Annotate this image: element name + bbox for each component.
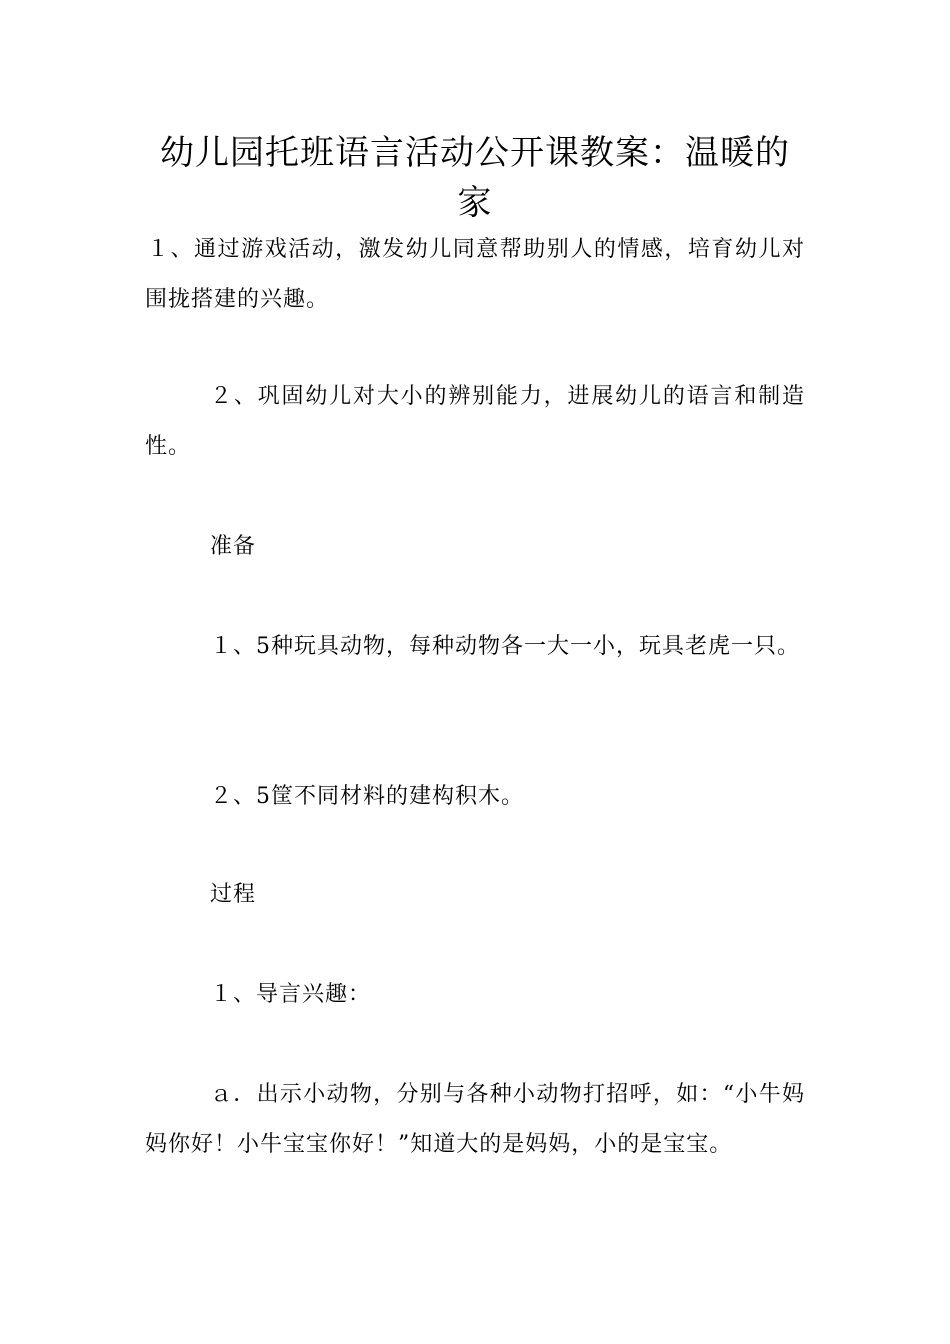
document-title: 幼儿园托班语言活动公开课教案：温暖的家: [160, 133, 790, 223]
preparation-heading: 准备: [210, 534, 257, 559]
preparation-item-2: ２、5筐不同材料的建构积木。: [210, 784, 524, 809]
process-heading: 过程: [210, 882, 257, 907]
objective-2-paragraph: ２、巩固幼儿对大小的辨别能力，进展幼儿的语言和制造性。: [145, 384, 805, 459]
objective-1-paragraph: １、通过游戏活动，激发幼儿同意帮助别人的情感，培育幼儿对围拢搭建的兴趣。: [145, 237, 805, 312]
preparation-item-1: １、5种玩具动物，每种动物各一大一小，玩具老虎一只。: [210, 634, 800, 659]
process-step-1: １、导言兴趣：: [210, 982, 372, 1007]
process-step-1a: ａ．出示小动物，分别与各种小动物打招呼，如：“小牛妈妈你好！小牛宝宝你好！”知道大的是妈妈，小的是宝宝。: [145, 1082, 805, 1157]
